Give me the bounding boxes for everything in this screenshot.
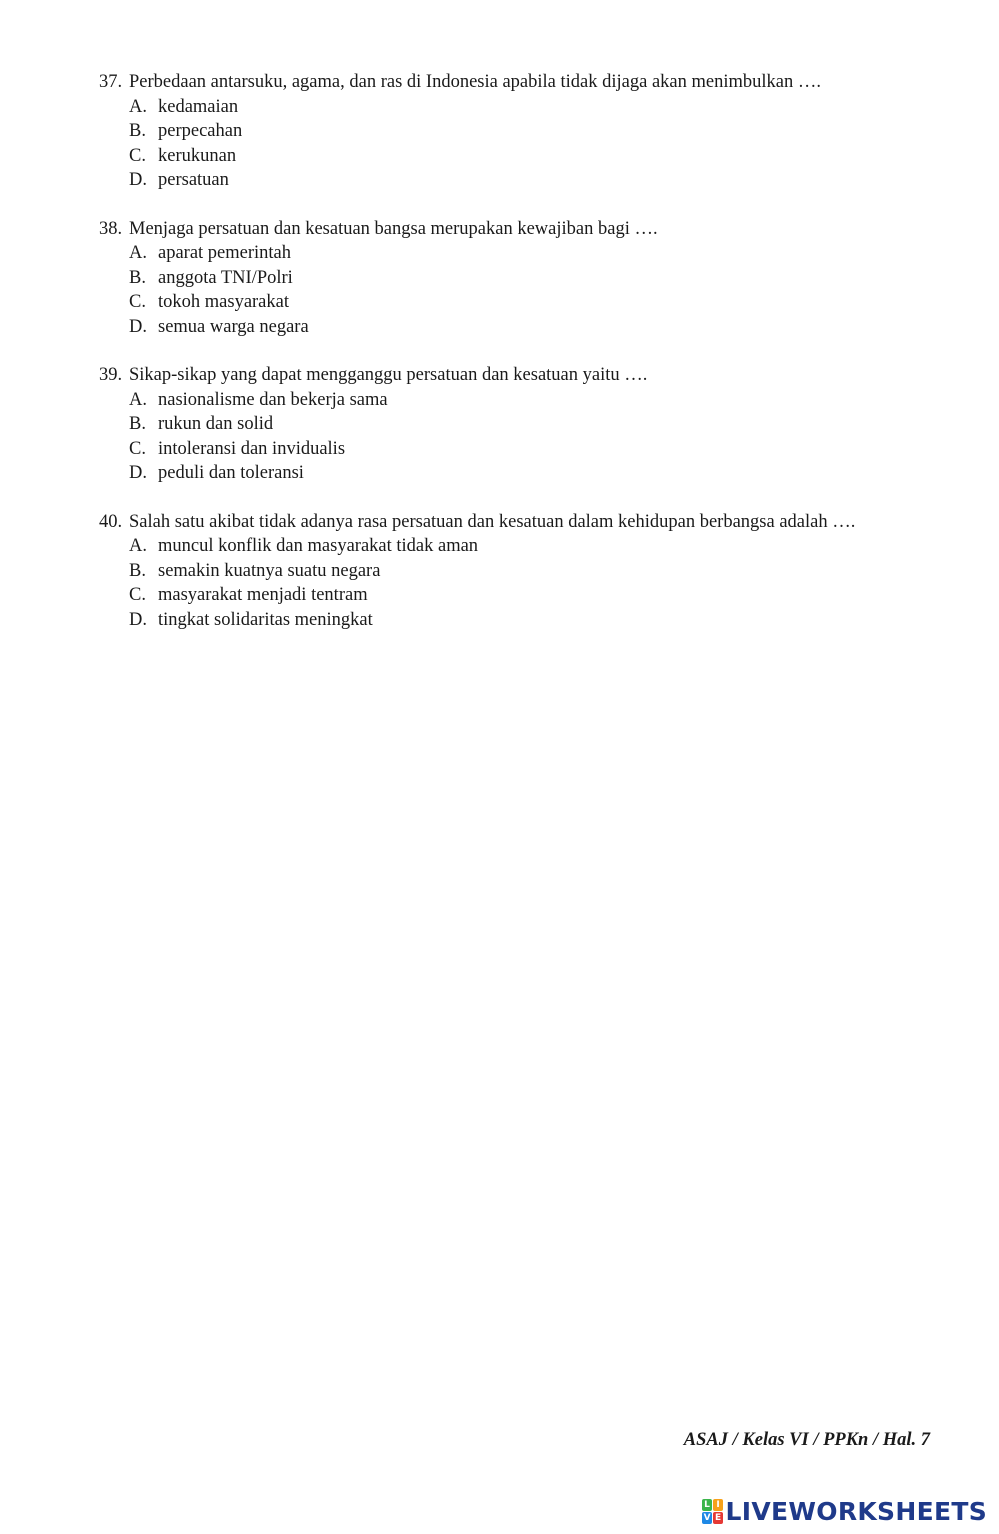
question-number: 39. xyxy=(99,365,123,385)
option-d xyxy=(99,461,959,486)
option-letter: A. xyxy=(129,243,147,263)
option-text: aparat pemerintah xyxy=(158,243,292,263)
question-text: Sikap-sikap yang dapat mengganggu persatuan dan kesatuan yaitu …. xyxy=(129,365,648,385)
question-stem xyxy=(99,70,959,95)
option-a xyxy=(99,241,959,266)
question-stem xyxy=(99,217,959,242)
question-38 xyxy=(99,217,959,340)
option-d xyxy=(99,608,959,633)
question-number: 37. xyxy=(99,72,123,92)
option-a xyxy=(99,388,959,413)
option-text: perpecahan xyxy=(158,121,243,141)
option-b xyxy=(99,119,959,144)
option-letter: B. xyxy=(129,267,146,288)
option-a xyxy=(99,534,959,559)
logo-tile-v: V xyxy=(703,1512,711,1523)
question-stem xyxy=(99,510,959,535)
option-b xyxy=(99,559,959,584)
option-c xyxy=(99,583,959,608)
option-text: peduli dan toleransi xyxy=(158,463,304,483)
option-c xyxy=(99,290,959,315)
brand-name: LIVEWORKSHEETS xyxy=(725,1496,987,1526)
option-text: tokoh masyarakat xyxy=(158,292,289,312)
option-text: masyarakat menjadi tentram xyxy=(158,585,368,605)
option-letter: B. xyxy=(129,121,146,141)
option-letter: A. xyxy=(129,536,147,556)
option-c xyxy=(99,144,959,169)
option-letter: C. xyxy=(129,438,146,459)
option-d xyxy=(99,315,959,340)
option-text: tingkat solidaritas meningkat xyxy=(158,609,373,630)
question-number: 40. xyxy=(99,511,123,532)
question-37 xyxy=(99,70,959,193)
liveworksheets-brand xyxy=(702,1496,987,1526)
question-text: Menjaga persatuan dan kesatuan bangsa merupakan kewajiban bagi …. xyxy=(129,218,658,239)
option-letter: D. xyxy=(129,463,147,483)
option-text: persatuan xyxy=(158,170,229,190)
option-c xyxy=(99,437,959,462)
option-text: semua warga negara xyxy=(158,316,309,337)
option-text: rukun dan solid xyxy=(158,414,274,434)
option-a xyxy=(99,95,959,120)
question-stem xyxy=(99,363,959,388)
question-40 xyxy=(99,510,959,633)
option-letter: C. xyxy=(129,292,146,312)
option-letter: B. xyxy=(129,560,146,581)
logo-tile-l: L xyxy=(702,1499,712,1511)
question-number: 38. xyxy=(99,218,123,239)
option-text: nasionalisme dan bekerja sama xyxy=(158,389,388,410)
option-b xyxy=(99,266,959,291)
liveworksheets-logo-icon xyxy=(702,1498,724,1524)
option-text: semakin kuatnya suatu negara xyxy=(158,560,381,581)
option-letter: D. xyxy=(129,316,147,337)
question-text: Salah satu akibat tidak adanya rasa persatuan dan kesatuan dalam kehidupan berbangsa adalah …. xyxy=(129,511,856,532)
logo-tile-e: E xyxy=(714,1512,722,1523)
option-text: anggota TNI/Polri xyxy=(158,267,293,288)
option-letter: C. xyxy=(129,585,146,605)
option-text: kedamaian xyxy=(158,96,239,117)
option-b xyxy=(99,412,959,437)
question-list xyxy=(99,70,959,656)
option-letter: A. xyxy=(129,96,147,117)
logo-tile-i: I xyxy=(713,1499,723,1511)
question-text: Perbedaan antarsuku, agama, dan ras di Indonesia apabila tidak dijaga akan menimbulkan …. xyxy=(129,72,821,92)
page-footer: ASAJ / Kelas VI / PPKn / Hal. 7 xyxy=(683,1430,930,1450)
option-letter: B. xyxy=(129,414,146,434)
option-d xyxy=(99,168,959,193)
option-letter: A. xyxy=(129,389,147,410)
option-text: kerukunan xyxy=(158,145,237,166)
option-text: muncul konflik dan masyarakat tidak aman xyxy=(158,536,479,556)
option-letter: C. xyxy=(129,145,146,166)
option-text: intoleransi dan invidualis xyxy=(158,438,346,459)
option-letter: D. xyxy=(129,609,147,630)
question-39 xyxy=(99,363,959,486)
option-letter: D. xyxy=(129,170,147,190)
